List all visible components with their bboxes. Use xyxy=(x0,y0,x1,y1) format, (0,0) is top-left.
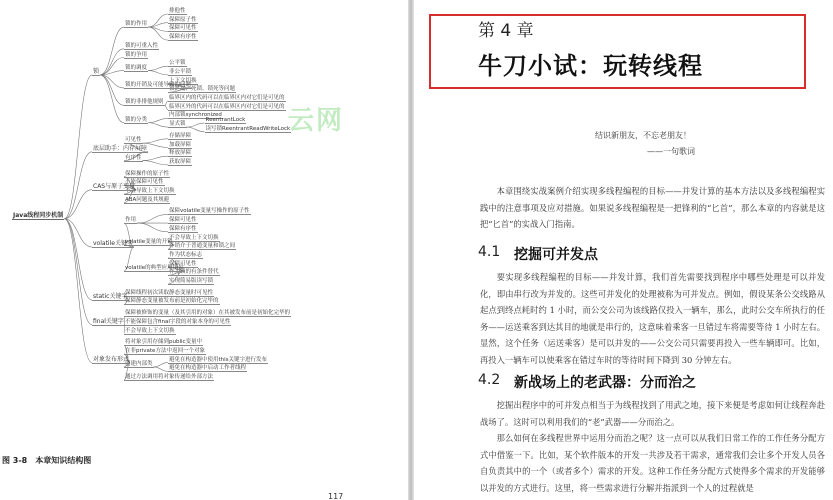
mindmap-connector xyxy=(100,75,124,105)
mindmap-leaf: 不会导致上下文切换 xyxy=(125,327,175,334)
mindmap-connector xyxy=(154,367,168,371)
mindmap-root: Java线程同步机制 xyxy=(13,211,64,219)
mindmap-leaf: 存储屏障 xyxy=(169,132,192,139)
mindmap-leaf: 内部锁synchronized xyxy=(169,112,222,119)
page-number: 117 xyxy=(328,492,344,500)
mindmap-leaf: 不能保障可见性 xyxy=(125,179,164,186)
mindmap-leaf: 不会导致上下文切换 xyxy=(125,188,175,194)
mindmap-leaf: 读写锁ReentrantReadWriteLock xyxy=(205,125,291,132)
mindmap-leaf: 作用 xyxy=(125,217,137,224)
mindmap-leaf: 保障静态变量被发布前是初始化完毕的 xyxy=(125,298,219,305)
mindmap-connector xyxy=(137,214,168,223)
mindmap-leaf: 不能保障包含final字段的对象本身的可见性 xyxy=(125,318,231,325)
mindmap-connector xyxy=(100,75,124,123)
mindmap-branch: volatile关键字 xyxy=(93,240,133,248)
mindmap-leaf: 保障被修饰的变量（及其引用的对象）在其被发布前是初始化完毕的 xyxy=(125,310,291,317)
watermark-logo: 云网 xyxy=(288,106,345,136)
mindmap-leaf: 保障原子性 xyxy=(169,16,197,23)
mindmap-leaf: 临界区内的代码可以在临界区内对它们是可见的 xyxy=(169,95,285,101)
mindmap-connector xyxy=(64,219,92,325)
mindmap-leaf: 实现简易版读写锁 xyxy=(169,278,214,284)
mindmap-leaf: 保障可见性 xyxy=(169,260,197,267)
mindmap-leaf: 保障可见性 xyxy=(169,25,197,32)
mindmap-connector xyxy=(148,118,168,122)
section-body: 要实现多线程编程的目标——并发计算，我们首先需要找到程序中哪些处理是可以并发化，即由串行改为并发的。这些可并发化的处理被称为可并发点。例如，假设某条公交线路从起点到终点耗时约 1 小时，而公交公司为该线路仅投入一辆车，那么，此时公交车所执行的任务——运送乘客到达其目的地就是串行的，这意味着乘客一旦错过车将需要等待 1 小时左右。显然，这个任务（运送乘客）是可以并发的——公交公司只需要再投入一些车辆即可。比如，再投入一辆车可以使乘客在错过车时的等待时间下降到 30 分钟左右。 xyxy=(480,272,825,365)
mindmap-leaf: 开销介于普通变量和锁之间 xyxy=(169,243,236,250)
mindmap-branch: 锁 xyxy=(93,67,100,75)
mindmap-connector xyxy=(143,139,168,143)
mindmap-branch: final关键字 xyxy=(93,317,124,325)
mindmap-branch: CAS与原子变量 xyxy=(93,182,136,190)
right-page xyxy=(414,0,833,500)
section-number: 4.2 xyxy=(478,372,501,388)
mindmap-branch: 底层助手：内存屏障 xyxy=(93,144,148,152)
mindmap-leaf: 锁的作用 xyxy=(125,21,148,28)
mindmap-connector xyxy=(187,123,205,127)
mindmap-leaf: 作为状态标志 xyxy=(169,251,203,258)
left-page xyxy=(0,0,408,500)
mindmap-connector xyxy=(143,161,168,165)
mindmap-connector xyxy=(148,71,168,75)
mindmap-connector xyxy=(148,123,168,127)
mindmap-leaf: 释放屏障 xyxy=(169,150,192,157)
mindmap-leaf: 保障volatile变量写操作的原子性 xyxy=(169,208,250,215)
chapter-number: 第 4 章 xyxy=(478,21,534,41)
mindmap-leaf: 将对象引用存储到public变量中 xyxy=(125,339,203,346)
chapter-title: 牛刀小试：玩转线程 xyxy=(478,52,703,80)
mindmap-branch: static关键字 xyxy=(93,293,128,301)
mindmap-connector xyxy=(64,75,92,219)
mindmap-connector xyxy=(100,27,124,75)
mindmap-leaf: 保障有序性 xyxy=(169,34,197,41)
mindmap-leaf: 在非private方法中返回一个对象 xyxy=(125,347,205,354)
mindmap-leaf: 锁的分类 xyxy=(125,116,148,123)
mindmap-leaf: 显式锁 xyxy=(169,121,186,128)
mindmap-connector xyxy=(64,219,92,363)
mindmap-leaf: 加载屏障 xyxy=(169,141,192,148)
mindmap-leaf: 有序性 xyxy=(125,154,142,161)
mindmap-connector xyxy=(148,66,168,70)
mindmap-leaf: 避免在构造器中使用this关键字进行发布 xyxy=(169,356,268,363)
mindmap-leaf: 锁的开销及可能导致的问题 xyxy=(125,81,192,88)
mindmap-leaf: 锁的可重入性 xyxy=(125,42,159,49)
mindmap-connector xyxy=(100,58,124,75)
mindmap-leaf: 创建内部类 xyxy=(125,360,153,367)
section-number: 4.1 xyxy=(478,244,501,260)
mindmap-leaf: 不会导致上下文切换 xyxy=(169,234,219,241)
mindmap-leaf: volatile的典型应用场景 xyxy=(125,264,184,271)
mindmap-leaf: 排他性 xyxy=(169,8,186,14)
mindmap-leaf: 公平锁 xyxy=(169,60,186,67)
mindmap-leaf: 通过方法调用将对象传递给外部方法 xyxy=(125,374,214,380)
mindmap-leaf: 锁泄漏、死锁、锁死等问题 xyxy=(169,86,236,93)
mindmap-leaf: ABA问题及其规避 xyxy=(125,196,170,203)
mindmap-leaf: 避免在构造器中启动工作者线程 xyxy=(169,365,247,372)
mindmap-leaf: 非公平锁 xyxy=(169,68,192,75)
mindmap-connector xyxy=(187,127,205,132)
mindmap-leaf: 锁的调度 xyxy=(125,64,148,71)
mindmap-leaf: volatile变量的开销 xyxy=(125,238,173,245)
mindmap-leaf: 可见性 xyxy=(125,137,142,144)
section-body: 挖掘出程序中的可并发点相当于为线程找到了用武之地，接下来便是考虑如何让线程奔赴战场了。这时可以利用我们的“老”武器——分而治之。 xyxy=(480,400,825,427)
mindmap-connector xyxy=(143,156,168,160)
mindmap-leaf: 上下文切换 xyxy=(169,77,197,84)
mindmap-leaf: 保障线程初次读取静态变量时可见性 xyxy=(125,289,214,296)
figure-caption: 图 3-8 本章知识结构图 xyxy=(2,456,92,465)
mindmap-leaf: 锁的非排他规则 xyxy=(125,99,164,106)
mindmap-connector xyxy=(137,223,168,232)
section-title: 挖掘可并发点 xyxy=(514,247,598,263)
mindmap-leaf: 保障有序性 xyxy=(169,225,197,232)
epigraph-source: ——一句歌词 xyxy=(647,147,695,156)
section-title: 新战场上的老武器：分而治之 xyxy=(514,375,696,391)
epigraph-quote: 结识新朋友，不忘老朋友！ xyxy=(595,131,691,140)
mindmap-leaf: 作为锁的有条件替代 xyxy=(169,269,219,276)
intro-paragraph: 本章围绕实战案例介绍实现多线程编程的目标——并发计算的基本方法以及多线程编程实践中的注意事项及应对措施。如果说多线程编程是一把锋利的“匕首”，那么本章的内容就是这把“匕首”的实战入门指南。 xyxy=(480,186,825,229)
mindmap-leaf: 锁的争用 xyxy=(125,51,148,58)
mindmap-connector xyxy=(154,363,168,367)
mindmap-leaf: 保障操作的原子性 xyxy=(125,170,170,177)
mindmap-branch: 对象发布形式 xyxy=(93,355,130,363)
mindmap-leaf: ReentrantLock xyxy=(205,117,246,124)
mindmap-connector xyxy=(64,152,92,219)
closing-paragraph: 那么如何在多线程世界中运用分而治之呢？这一点可以从我们日常工作的工作任务分配方式中借鉴一下。比如，某个软件版本的开发一共涉及若干需求，通常我们会让多个开发人员各自负责其中的一个（或者多个）需求的开发。这种工作任务分配方式使得多个需求的开发能够以并发的方式进行。这里，将一些需求进行分解并指派到一个人的过程就是 xyxy=(480,433,825,493)
mindmap-leaf: 保障可见性 xyxy=(169,217,197,224)
mindmap-leaf: 获取屏障 xyxy=(169,158,192,165)
mindmap-leaf: 临界区外的代码可以在临界区内对它们是可见的 xyxy=(169,103,285,110)
